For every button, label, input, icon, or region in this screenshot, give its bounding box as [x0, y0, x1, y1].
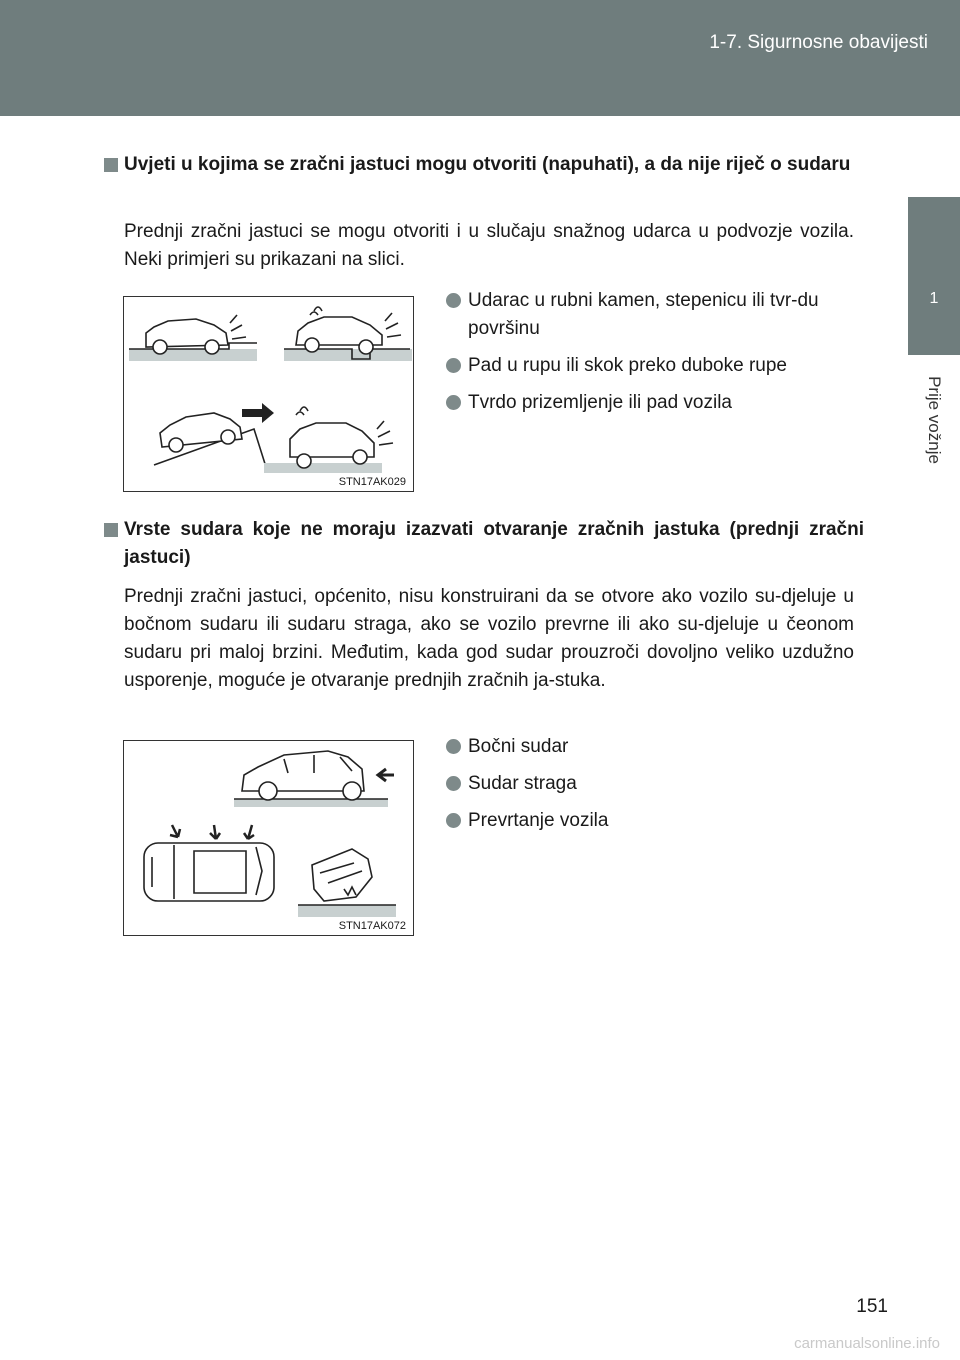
circle-bullet-icon [446, 358, 461, 373]
square-bullet-icon [104, 523, 118, 537]
section-title: 1-7. Sigurnosne obavijesti [709, 32, 928, 53]
figure-code-1: STN17AK029 [338, 476, 406, 488]
list-item [446, 389, 856, 417]
section1-heading-text: Uvjeti u kojima se zračni jastuci mogu otvoriti (napuhati), a da nije riječ o sudaru [124, 154, 851, 175]
section1-body: Prednji zračni jastuci se mogu otvoriti i u slučaju snažnog udarca u podvozje vozila. Neki primjeri su prikazani na slici. [124, 221, 854, 270]
circle-bullet-icon [446, 395, 461, 410]
list-item-text: Pad u rupu ili skok preko duboke rupe [468, 355, 787, 376]
section2-heading-text: Vrste sudara koje ne moraju izazvati otvaranje zračnih jastuka (prednji zračni jastuci) [124, 519, 864, 568]
undercarriage-impact-illustration [124, 297, 415, 493]
section2-body: Prednji zračni jastuci, općenito, nisu konstruirani da se otvore ako vozilo su-djeluje u bočnom sudaru ili sudaru straga, ako se vozilo prevrne ili ako su-djeluje u čeonom sudaru pri maloj brzini. Međutim, kada god sudar prouzroči dovoljno veliko uzdužno usporenje, moguće je otvaranje prednjih zračnih ja-stuka. [124, 586, 854, 691]
section1-bullet-list [446, 287, 856, 426]
circle-bullet-icon [446, 776, 461, 791]
figure-non-deploy-crashes [123, 740, 414, 936]
circle-bullet-icon [446, 739, 461, 754]
list-item-text: Udarac u rubni kamen, stepenicu ili tvr-du površinu [468, 290, 819, 339]
circle-bullet-icon [446, 813, 461, 828]
section1-heading [104, 151, 864, 179]
chapter-tab-label-text: Prije vožnje [925, 376, 944, 464]
circle-bullet-icon [446, 293, 461, 308]
list-item-text: Bočni sudar [468, 736, 569, 757]
square-bullet-icon [104, 158, 118, 172]
list-item [446, 807, 856, 835]
list-item [446, 287, 856, 343]
crash-types-illustration [124, 741, 415, 937]
page-number: 151 [856, 1296, 888, 1317]
list-item [446, 770, 856, 798]
list-item [446, 733, 856, 761]
chapter-tab-number: 1 [908, 197, 960, 355]
list-item-text: Prevrtanje vozila [468, 810, 609, 831]
list-item-text: Tvrdo prizemljenje ili pad vozila [468, 392, 732, 413]
section2-bullet-list [446, 733, 856, 844]
chapter-tab-label [908, 355, 960, 485]
list-item-text: Sudar straga [468, 773, 577, 794]
page-header [0, 0, 960, 116]
watermark: carmanualsonline.info [794, 1335, 940, 1352]
figure-code-2: STN17AK072 [338, 920, 406, 932]
figure-undercarriage-impacts [123, 296, 414, 492]
section2-heading [104, 516, 864, 572]
list-item [446, 352, 856, 380]
